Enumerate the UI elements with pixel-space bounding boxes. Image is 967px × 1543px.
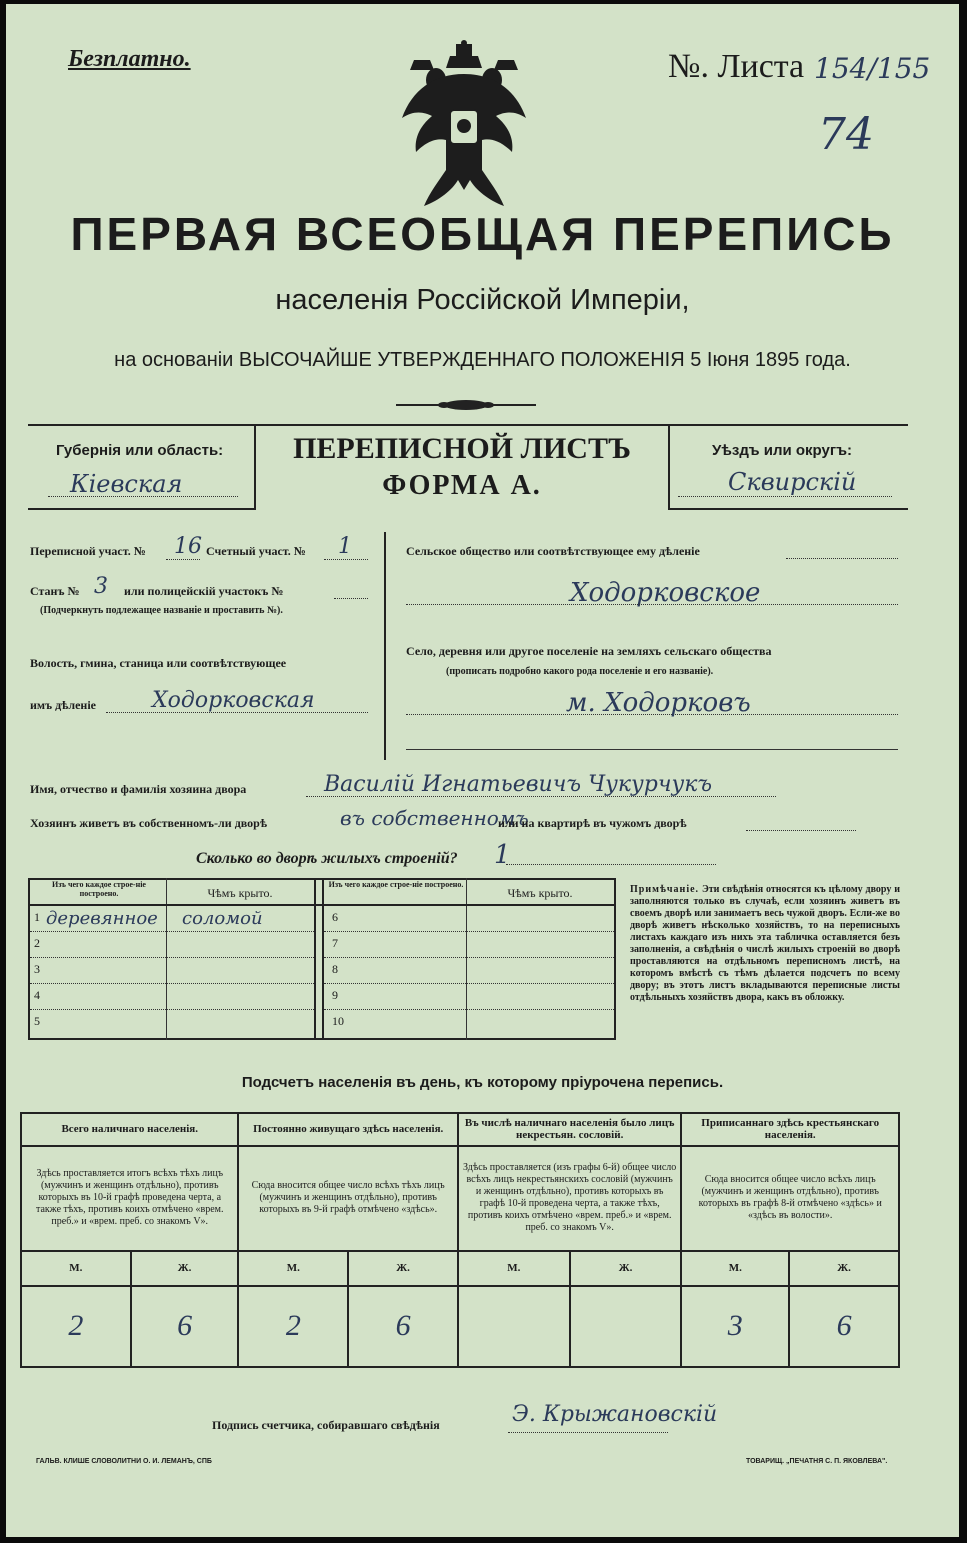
police-label: или полицейскій участокъ № xyxy=(124,584,284,598)
society-label: Сельское общество или соотвѣтствующее ему дѣленіе xyxy=(406,544,700,558)
pop-m-label: М. xyxy=(458,1251,570,1286)
volost-value: Ходорковская xyxy=(152,688,315,713)
owner-name-label: Имя, отчество и фамилія хозяина двора xyxy=(30,782,247,796)
stan-note: (Подчеркнуть подлежащее названіе и проставить №). xyxy=(40,605,283,616)
population-title: Подсчетъ населенія въ день, къ которому пріурочена перепись. xyxy=(241,1074,724,1091)
pop-m-label: М. xyxy=(238,1251,348,1286)
pop-col-desc-non-peasant: Здѣсь проставляется (изъ графы 6-й) общее число всѣхъ лицъ некрестьянскихъ сословій (мужчинъ и женщинъ отдѣльно), противъ которыхъ въ графѣ 10-й проведена черта, а также тѣхъ, противъ коихъ отмѣчено «врем. преб.» и «врем. преб. со знакомъ V». xyxy=(458,1146,682,1252)
pop-permanent-f: 6 xyxy=(348,1286,458,1367)
buildings-count-value: 1 xyxy=(494,840,511,870)
note-title: Примѣчаніе. xyxy=(630,884,700,895)
district-label: Уѣздъ или округъ: xyxy=(712,442,853,459)
sheet-number-label: №. Листа xyxy=(668,48,805,85)
imprint-right: ТОВАРИЩ. „ПЕЧАТНЯ С. П. ЯКОВЛЕВА". xyxy=(746,1458,888,1465)
form-letter: ФОРМА А. xyxy=(382,470,542,501)
imprint-left: ГАЛЬВ. КЛИШЕ СЛОВОЛИТНИ О. И. ЛЕМАНЪ, СПБ xyxy=(36,1458,212,1465)
stan-value: 3 xyxy=(94,574,108,599)
building-roof: соломой xyxy=(182,908,263,929)
volost-label-2: имъ дѣленіе xyxy=(30,698,96,712)
free-label: Безплатно. xyxy=(68,46,191,72)
signature-label: Подпись счетчика, собиравшаго свѣдѣнія xyxy=(212,1418,440,1432)
owner-lives-label-2: или на квартирѣ въ чужомъ дворѣ xyxy=(498,816,687,830)
building-row-number: 10 xyxy=(332,1014,344,1028)
pop-col-header-non-peasant: Въ числѣ наличнаго населенія было лицъ некрестьян. сословій. xyxy=(458,1113,682,1146)
pop-total-m: 2 xyxy=(21,1286,131,1367)
count-area-value: 1 xyxy=(338,534,352,559)
building-row-number: 3 xyxy=(34,962,40,976)
ornament-divider xyxy=(396,398,536,412)
building-row-number: 4 xyxy=(34,988,40,1002)
pop-f-label: Ж. xyxy=(348,1251,458,1286)
census-area-value: 16 xyxy=(174,534,202,559)
subtitle: населенія Россійской Имперіи, xyxy=(275,284,690,316)
note-block xyxy=(630,884,900,1004)
society-value: Ходорковское xyxy=(570,578,761,608)
pop-m-label: М. xyxy=(681,1251,789,1286)
building-row-number: 8 xyxy=(332,962,338,976)
pop-non-peasant-m xyxy=(458,1286,570,1367)
building-row-number: 2 xyxy=(34,936,40,950)
buildings-col-material-left: Изъ чего каждое строе-ніе построено. xyxy=(52,880,146,898)
building-row-number: 7 xyxy=(332,936,338,950)
pop-registered-f: 6 xyxy=(789,1286,899,1367)
pop-col-header-permanent: Постоянно живущаго здѣсь населенія. xyxy=(238,1113,457,1146)
stan-label: Станъ № xyxy=(30,584,80,598)
pop-col-desc-total: Здѣсь проставляется итогъ всѣхъ тѣхъ лицъ (мужчинъ и женщинъ отдѣльно), противъ которыхъ въ 10-й графѣ проведена черта, а также тѣхъ, противъ коихъ отмѣчено «врем. преб.» и «врем. преб. со знакомъ V». xyxy=(21,1146,238,1252)
owner-lives-value: въ собственномъ xyxy=(340,806,529,830)
pop-f-label: Ж. xyxy=(131,1251,239,1286)
building-row-number: 5 xyxy=(34,1014,40,1028)
building-row-number: 6 xyxy=(332,910,338,924)
buildings-col-material-right: Изъ чего каждое строе-ніе построено. xyxy=(328,880,464,889)
pop-registered-m: 3 xyxy=(681,1286,789,1367)
province-value: Кіевская xyxy=(70,470,183,498)
note-text: Эти свѣдѣнія относятся къ цѣлому двору и заполняются только въ случаѣ, если хозяинъ живетъ въ своемъ дворѣ или занимаетъ весь чужой дворъ. Если-же во дворѣ живетъ нѣсколько хозяйствъ, то на переписныхъ листахъ каждаго изъ нихъ эта табличка оставляется безъ заполненія, а свѣдѣнія о числѣ жилыхъ строеній во дворѣ проставляются на отдѣльномъ переписномъ листѣ, на которомъ вмѣстѣ съ тѣмъ дѣлается подсчетъ по всему двору; въ этотъ листъ вкладываются переписные листы отдѣльныхъ хозяйствъ двора, какъ въ обложку. xyxy=(630,884,901,1003)
owner-name-value: Василій Игнатьевичъ Чукурчукъ xyxy=(324,772,713,797)
pop-col-header-total: Всего наличнаго населенія. xyxy=(21,1113,238,1146)
district-value: Сквирскій xyxy=(728,468,857,496)
building-row-number: 9 xyxy=(332,988,338,1002)
count-area-label: Счетный участ. № xyxy=(206,544,306,558)
village-label: Село, деревня или другое поселеніе на земляхъ сельскаго общества xyxy=(406,644,772,658)
buildings-col-roof-left: Чѣмъ крыто. xyxy=(207,886,273,900)
owner-lives-label: Хозяинъ живетъ въ собственномъ-ли дворѣ xyxy=(30,816,268,830)
pop-f-label: Ж. xyxy=(570,1251,682,1286)
form-title: ПЕРЕПИСНОЙ ЛИСТЪ xyxy=(293,432,631,465)
buildings-col-roof-right: Чѣмъ крыто. xyxy=(507,886,573,900)
main-title: ПЕРВАЯ ВСЕОБЩАЯ ПЕРЕПИСЬ xyxy=(70,208,895,260)
building-material: деревянное xyxy=(46,908,158,929)
margin-number: 74 xyxy=(818,109,874,160)
signature-value: Э. Крыжановскій xyxy=(512,1402,718,1427)
pop-m-label: М. xyxy=(21,1251,131,1286)
pop-non-peasant-f xyxy=(570,1286,682,1367)
population-table xyxy=(20,1112,900,1368)
pop-permanent-m: 2 xyxy=(238,1286,348,1367)
sheet-number-handwritten: 154/155 xyxy=(814,52,931,85)
pop-f-label: Ж. xyxy=(789,1251,899,1286)
pop-col-header-registered: Приписаннаго здѣсь крестьянскаго населенія. xyxy=(681,1113,899,1146)
basis-line: на основаніи ВЫСОЧАЙШЕ УТВЕРЖДЕННАГО ПОЛОЖЕНІЯ 5 Іюня 1895 года. xyxy=(114,349,851,371)
pop-col-desc-permanent: Сюда вносится общее число всѣхъ тѣхъ лицъ (мужчинъ и женщинъ отдѣльно), противъ которыхъ въ 9-й графѣ отмѣчено «здѣсь». xyxy=(238,1146,457,1252)
building-row-number: 1 xyxy=(34,910,40,924)
province-label: Губернія или область: xyxy=(56,442,224,459)
census-area-label: Переписной участ. № xyxy=(30,544,146,558)
double-headed-eagle-emblem xyxy=(394,40,534,210)
volost-label: Волость, гмина, станица или соотвѣтствующее xyxy=(30,656,287,670)
census-sheet xyxy=(6,4,959,1537)
pop-col-desc-registered: Сюда вносится общее число всѣхъ лицъ (мужчинъ и женщинъ отдѣльно), противъ которыхъ въ графѣ 8-й отмѣчено «здѣсь» и «здѣсь въ волости». xyxy=(681,1146,899,1252)
pop-total-f: 6 xyxy=(131,1286,239,1367)
buildings-count-label: Сколько во дворѣ жилыхъ строеній? xyxy=(196,850,458,867)
village-note: (прописать подробно какого рода поселеніе и его названіе). xyxy=(446,666,714,677)
village-value: м. Ходорковъ xyxy=(566,688,751,718)
